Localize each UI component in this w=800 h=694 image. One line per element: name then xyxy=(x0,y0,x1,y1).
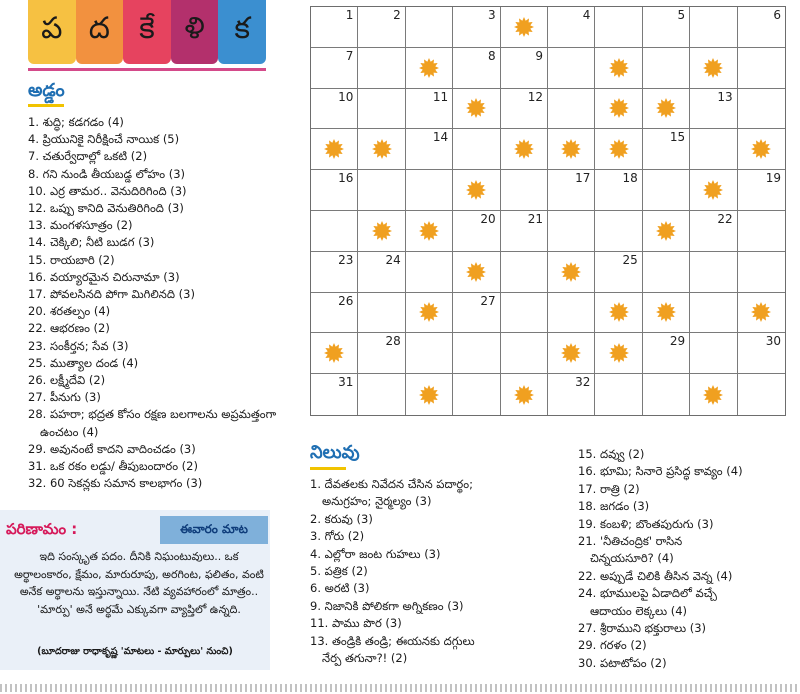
grid-cell[interactable] xyxy=(453,129,500,170)
grid-cell[interactable] xyxy=(406,7,453,48)
down-clue-continuation: అనుగ్రహం; నైర్మల్యం (3) xyxy=(322,494,432,509)
grid-cell-blocked xyxy=(595,333,642,374)
star-icon xyxy=(560,261,582,283)
grid-cell[interactable] xyxy=(548,293,595,334)
across-clue: 31. ఒక రకం లడ్డు/ తీపుబందారం (2) xyxy=(28,459,198,474)
grid-cell[interactable] xyxy=(548,48,595,89)
down-clue xyxy=(578,516,796,533)
clue-number: 12 xyxy=(527,89,543,104)
grid-cell[interactable] xyxy=(311,170,358,211)
grid-cell[interactable] xyxy=(453,293,500,334)
star-icon xyxy=(323,138,345,160)
clue-number: 4 xyxy=(582,8,591,22)
across-clue: 16. వయ్యారమైన చిరునామా (3) xyxy=(28,269,180,284)
down-clue xyxy=(310,528,578,545)
grid-cell[interactable] xyxy=(548,211,595,252)
grid-cell[interactable] xyxy=(358,293,405,334)
star-icon xyxy=(608,57,630,79)
star-icon xyxy=(418,57,440,79)
grid-cell-blocked xyxy=(501,129,548,170)
grid-cell[interactable] xyxy=(358,252,405,293)
clue-number: 9 xyxy=(535,48,543,63)
clue-number: 15 xyxy=(669,130,686,145)
grid-cell[interactable] xyxy=(690,129,737,170)
grid-cell-blocked xyxy=(406,48,453,89)
grid-cell-blocked xyxy=(358,129,405,170)
clue-number: 5 xyxy=(677,8,686,22)
clue-number: 26 xyxy=(338,293,354,308)
grid-cell[interactable] xyxy=(643,374,690,415)
grid-cell[interactable] xyxy=(690,7,737,48)
star-icon xyxy=(323,342,345,364)
grid-cell[interactable] xyxy=(690,211,737,252)
grid-cell[interactable] xyxy=(738,252,785,293)
across-clue: 32. 60 సెకన్లకు సమాన కాలభాగం (3) xyxy=(28,476,203,491)
grid-cell-blocked xyxy=(595,129,642,170)
across-clue: 29. అవునంటే కాదని వాదించడం (3) xyxy=(28,441,196,456)
down-clue-list-left xyxy=(310,476,578,667)
across-clue: 13. మంగళసూత్రం (2) xyxy=(28,218,133,233)
grid-cell[interactable] xyxy=(643,333,690,374)
grid-cell-blocked xyxy=(453,170,500,211)
star-icon xyxy=(655,220,677,242)
clue-number: 1 xyxy=(345,8,354,22)
clue-number: 14 xyxy=(432,130,449,145)
star-icon xyxy=(418,220,440,242)
grid-cell[interactable] xyxy=(358,170,405,211)
across-clue: 28. పహరా; భద్రత కోసం రక్షణ బలగాలను అప్రమత్తంగా ఉంచటం (4) xyxy=(28,407,277,439)
down-clue-text: 4. ఎల్లోరా జంట గుహలు (3) xyxy=(310,546,441,561)
down-clue xyxy=(578,585,796,620)
grid-cell[interactable] xyxy=(690,333,737,374)
clue-number: 13 xyxy=(717,89,733,104)
star-icon xyxy=(702,384,724,406)
grid-cell[interactable] xyxy=(643,170,690,211)
clue-number: 25 xyxy=(622,252,638,267)
down-clue-text: 22. అప్పుడే చిలికి తీసిన వెన్న (4) xyxy=(578,568,733,583)
grid-cell-blocked xyxy=(738,129,785,170)
across-clue-list xyxy=(28,114,298,492)
title-tile: ప xyxy=(28,0,76,64)
down-clue xyxy=(578,655,796,672)
grid-cell-blocked xyxy=(643,89,690,130)
grid-cell[interactable] xyxy=(311,252,358,293)
down-clue-text: 24. భూములపై ఏడాదిలో వచ్చే xyxy=(578,586,717,601)
down-clue-text: 6. అరటి (3) xyxy=(310,581,370,596)
clue-number: 19 xyxy=(765,171,781,186)
star-icon xyxy=(608,301,630,323)
down-clue-text: 18. జగడం (3) xyxy=(578,499,650,514)
down-clue-text: 9. నిజానికి పోలికగా అగ్నికణం (3) xyxy=(310,598,464,613)
grid-cell[interactable] xyxy=(643,129,690,170)
down-clue xyxy=(578,637,796,654)
grid-cell[interactable] xyxy=(406,170,453,211)
grid-cell-blocked xyxy=(548,252,595,293)
star-icon xyxy=(513,138,535,160)
grid-cell-blocked xyxy=(453,252,500,293)
title-tile: ద xyxy=(76,0,124,64)
down-clue xyxy=(310,511,578,528)
star-icon xyxy=(371,220,393,242)
down-clue xyxy=(310,633,578,668)
across-clue: 22. ఆభరణం (2) xyxy=(28,321,110,336)
title-tile: కే xyxy=(123,0,171,64)
grid-cell[interactable] xyxy=(453,48,500,89)
grid-cell[interactable] xyxy=(311,374,358,415)
down-clue-text: 11. పాము పొర (3) xyxy=(310,616,402,631)
clue-number: 7 xyxy=(345,48,354,63)
across-heading: అడ్డం xyxy=(28,80,65,101)
down-clue-continuation: నేర్ప తగునా?! (2) xyxy=(322,651,408,666)
grid-cell[interactable] xyxy=(311,89,358,130)
result-source: (బూదరాజు రాధాకృష్ణ 'మాటలు - మార్పులు' నుంచి) xyxy=(37,646,233,657)
down-clue-text: 3. గోరు (2) xyxy=(310,529,365,544)
star-icon xyxy=(702,179,724,201)
grid-cell[interactable] xyxy=(548,374,595,415)
grid-cell[interactable] xyxy=(406,333,453,374)
star-icon xyxy=(560,138,582,160)
down-clue-text: 19. కంబళి; బొంతపురుగు (3) xyxy=(578,516,714,531)
grid-cell[interactable] xyxy=(690,252,737,293)
grid-cell-blocked xyxy=(690,374,737,415)
grid-cell[interactable] xyxy=(690,293,737,334)
grid-cell-blocked xyxy=(690,48,737,89)
star-icon xyxy=(608,138,630,160)
grid-cell-blocked xyxy=(738,293,785,334)
grid-cell-blocked xyxy=(643,211,690,252)
grid-cell[interactable] xyxy=(501,48,548,89)
star-icon xyxy=(418,384,440,406)
clue-number: 29 xyxy=(669,334,686,349)
clue-number: 23 xyxy=(338,252,354,267)
clue-number: 21 xyxy=(527,211,543,226)
grid-cell[interactable] xyxy=(501,211,548,252)
word-of-week-tab: ఈవారం మాట xyxy=(160,516,268,544)
across-clue: 8. గని నుండి తీయబడ్డ లోహం (3) xyxy=(28,166,186,181)
grid-cell-blocked xyxy=(501,7,548,48)
across-clue: 4. ప్రియునికై నిరీక్షించే నాయిక (5) xyxy=(28,132,180,147)
grid-cell[interactable] xyxy=(358,374,405,415)
down-clue-text: 21. 'నీతిచంద్రిక' రాసిన xyxy=(578,534,683,549)
clue-number: 17 xyxy=(575,171,591,186)
down-clue-continuation: ఆదాయం లెక్కలు (4) xyxy=(590,603,688,618)
down-clue xyxy=(578,620,796,637)
grid-cell[interactable] xyxy=(548,7,595,48)
decorative-border xyxy=(0,684,800,692)
grid-cell[interactable] xyxy=(311,211,358,252)
grid-cell[interactable] xyxy=(738,333,785,374)
clue-number: 16 xyxy=(338,171,354,186)
star-icon xyxy=(608,342,630,364)
clue-number: 28 xyxy=(385,334,401,349)
grid-cell[interactable] xyxy=(595,252,642,293)
grid-cell-blocked xyxy=(406,293,453,334)
down-clue-text: 1. దేవతలకు నివేదన చేసిన పదార్థం; xyxy=(310,477,473,491)
title-divider xyxy=(28,68,266,71)
across-clue: 15. రాయబారి (2) xyxy=(28,252,115,267)
across-clue: 17. పోవలసినది పోగా మిగిలినది (3) xyxy=(28,287,195,302)
clue-number: 6 xyxy=(773,8,781,22)
down-heading: నిలువు xyxy=(310,442,360,463)
clue-number: 24 xyxy=(385,252,401,267)
grid-cell[interactable] xyxy=(595,374,642,415)
star-icon xyxy=(465,261,487,283)
grid-cell[interactable] xyxy=(501,252,548,293)
grid-cell[interactable] xyxy=(595,170,642,211)
clue-number: 27 xyxy=(480,293,496,308)
clue-number: 30 xyxy=(765,334,781,349)
grid-cell-blocked xyxy=(358,211,405,252)
grid-cell[interactable] xyxy=(738,374,785,415)
word-of-week-panel xyxy=(0,510,270,670)
star-icon xyxy=(655,97,677,119)
down-clue xyxy=(310,615,578,632)
grid-cell-blocked xyxy=(453,89,500,130)
down-clue-continuation: చిన్నయసూరి? (4) xyxy=(590,551,674,566)
clue-number: 18 xyxy=(622,171,638,186)
grid-cell[interactable] xyxy=(738,48,785,89)
grid-cell[interactable] xyxy=(358,48,405,89)
grid-cell[interactable] xyxy=(453,333,500,374)
grid-cell[interactable] xyxy=(311,293,358,334)
result-heading: పరిణామం : xyxy=(6,520,78,538)
down-clue-list-right xyxy=(578,446,796,672)
across-clue: 1. శుద్ధి; కడగడం (4) xyxy=(28,115,124,129)
down-clue xyxy=(578,463,796,480)
star-icon xyxy=(750,301,772,323)
star-icon xyxy=(655,301,677,323)
grid-cell[interactable] xyxy=(453,374,500,415)
down-clue-text: 2. కరువు (3) xyxy=(310,511,373,526)
across-clue: 23. సంకీర్తన; సేవ (3) xyxy=(28,338,129,353)
clue-number: 3 xyxy=(487,8,496,22)
grid-cell[interactable] xyxy=(738,7,785,48)
grid-cell[interactable] xyxy=(406,89,453,130)
grid-cell[interactable] xyxy=(643,48,690,89)
clue-number: 11 xyxy=(432,89,449,104)
down-clue-text: 13. తండ్రికి తండ్రి; ఈయనకు దగ్గులు xyxy=(310,633,475,648)
grid-cell[interactable] xyxy=(738,211,785,252)
grid-cell[interactable] xyxy=(406,129,453,170)
grid-cell[interactable] xyxy=(738,170,785,211)
across-clue: 14. చెక్కిలి; నీటి బుడగ (3) xyxy=(28,235,155,250)
grid-cell[interactable] xyxy=(358,7,405,48)
down-clue-text: 29. గరళం (2) xyxy=(578,638,647,653)
grid-cell[interactable] xyxy=(548,170,595,211)
star-icon xyxy=(371,138,393,160)
down-clue xyxy=(578,533,796,568)
down-clue-text: 17. రాత్రి (2) xyxy=(578,481,640,496)
across-clue: 12. ఒప్పు కానిది వెనుతిరిగింది (3) xyxy=(28,201,184,216)
grid-cell-blocked xyxy=(548,333,595,374)
grid-cell-blocked xyxy=(595,293,642,334)
down-clue-text: 5. పత్రిక (2) xyxy=(310,564,368,579)
grid-cell[interactable] xyxy=(406,252,453,293)
down-underline xyxy=(310,467,346,470)
clue-number: 31 xyxy=(338,375,354,390)
grid-cell[interactable] xyxy=(311,7,358,48)
down-clue xyxy=(310,580,578,597)
grid-cell[interactable] xyxy=(595,7,642,48)
star-icon xyxy=(750,138,772,160)
clue-number: 10 xyxy=(338,89,354,104)
star-icon xyxy=(418,301,440,323)
grid-cell-blocked xyxy=(595,89,642,130)
grid-cell-blocked xyxy=(548,129,595,170)
across-clue: 26. లక్ష్మీదేవి (2) xyxy=(28,373,106,388)
down-clue xyxy=(310,476,578,511)
down-clue xyxy=(578,498,796,515)
result-body: ఇది సంస్కృత పదం. దీనికి నిఘంటువులు.. ఒక అర్థాలంకారం, క్షేమం, మారురూపు, అరగింట, ఫలితం, వంటి అనేక అర్థాలను ఇస్తున్నాయి. నేటి వ్యవహారంలో మాత్రం.. 'మార్పు' అనే అర్థమే ఎక్కువగా వ్యాప్తిలో ఉన్నది. xyxy=(14,550,264,616)
across-clue: 25. ముత్యాల దండ (4) xyxy=(28,355,139,370)
down-clue xyxy=(578,568,796,585)
grid-cell-blocked xyxy=(311,333,358,374)
grid-cell-blocked xyxy=(406,211,453,252)
grid-cell[interactable] xyxy=(501,170,548,211)
clue-number: 8 xyxy=(487,48,496,63)
down-clue xyxy=(310,598,578,615)
across-clue: 27. పీనుగు (3) xyxy=(28,390,101,405)
down-clue-text: 27. శ్రీరాముని భక్తురాలు (3) xyxy=(578,621,707,636)
across-clue: 20. శరతల్పం (4) xyxy=(28,304,111,319)
grid-cell[interactable] xyxy=(501,293,548,334)
puzzle-title xyxy=(28,0,266,66)
star-icon xyxy=(513,384,535,406)
clue-number: 2 xyxy=(393,8,401,22)
grid-cell[interactable] xyxy=(643,7,690,48)
clue-number: 20 xyxy=(480,211,496,226)
grid-cell[interactable] xyxy=(548,89,595,130)
grid-cell[interactable] xyxy=(453,211,500,252)
crossword-grid xyxy=(310,6,786,416)
grid-cell-blocked xyxy=(501,374,548,415)
grid-cell-blocked xyxy=(643,293,690,334)
down-clue xyxy=(310,563,578,580)
grid-cell[interactable] xyxy=(358,89,405,130)
title-tile: ళి xyxy=(171,0,219,64)
grid-cell[interactable] xyxy=(501,89,548,130)
down-clue-text: 15. దవ్వు (2) xyxy=(578,447,645,461)
grid-cell[interactable] xyxy=(643,252,690,293)
clue-number: 22 xyxy=(717,211,733,226)
star-icon xyxy=(560,342,582,364)
star-icon xyxy=(608,97,630,119)
star-icon xyxy=(702,57,724,79)
grid-cell-blocked xyxy=(311,129,358,170)
grid-cell[interactable] xyxy=(501,333,548,374)
title-tile: క xyxy=(218,0,266,64)
grid-cell-blocked xyxy=(595,48,642,89)
down-clue-text: 30. పటాటోపం (2) xyxy=(578,655,667,670)
across-clue: 10. ఎర్ర తామర.. వెనుదిరిగింది (3) xyxy=(28,183,187,198)
star-icon xyxy=(465,97,487,119)
down-clue xyxy=(310,546,578,563)
clue-number: 32 xyxy=(575,375,591,390)
across-underline xyxy=(28,104,64,107)
grid-cell[interactable] xyxy=(311,48,358,89)
grid-cell[interactable] xyxy=(690,89,737,130)
grid-cell[interactable] xyxy=(595,211,642,252)
grid-cell[interactable] xyxy=(453,7,500,48)
down-clue xyxy=(578,481,796,498)
grid-cell[interactable] xyxy=(738,89,785,130)
star-icon xyxy=(465,179,487,201)
down-clue-text: 16. భూమి; సినారె ప్రసిద్ధ కావ్యం (4) xyxy=(578,464,743,479)
grid-cell-blocked xyxy=(406,374,453,415)
grid-cell[interactable] xyxy=(358,333,405,374)
star-icon xyxy=(513,16,535,38)
grid-cell-blocked xyxy=(690,170,737,211)
down-clue xyxy=(578,446,796,463)
across-clue: 7. చతుర్వేదాల్లో ఒకటి (2) xyxy=(28,149,148,164)
